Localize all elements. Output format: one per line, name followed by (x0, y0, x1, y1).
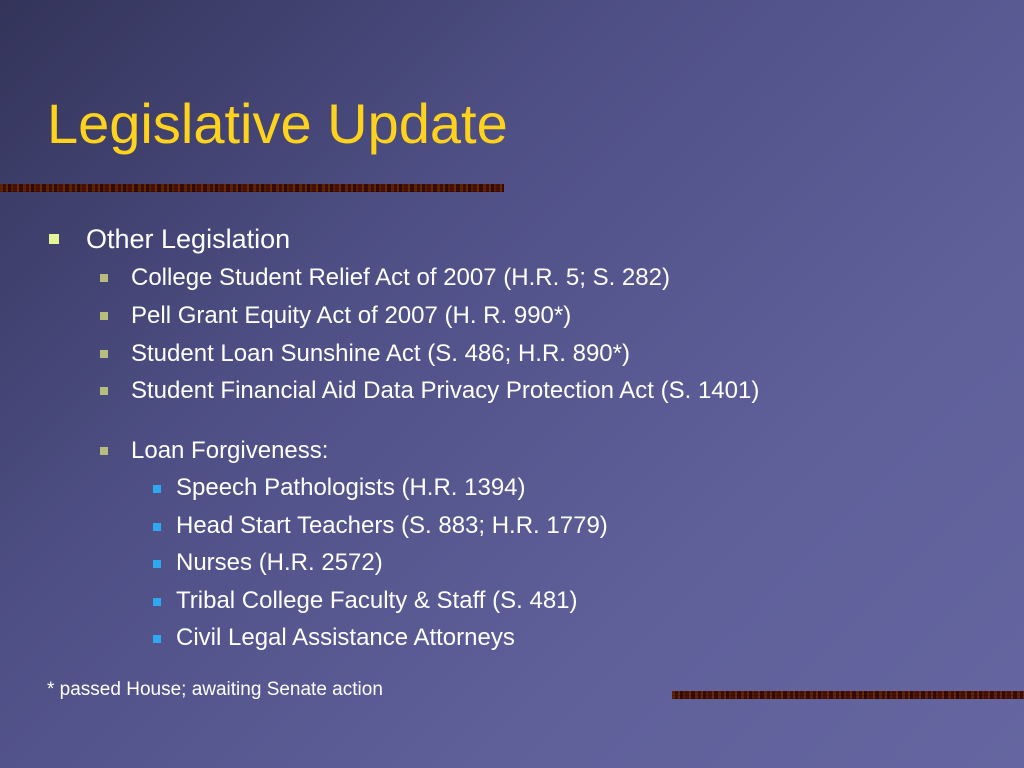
list-item (131, 340, 630, 368)
section-label: Other Legislation (86, 224, 291, 254)
square-bullet-icon (100, 387, 108, 395)
list-item (176, 587, 578, 615)
square-bullet-icon (49, 234, 59, 244)
forgiveness-item-label: Speech Pathologists (H.R. 1394) (176, 474, 526, 501)
list-item (131, 377, 759, 405)
section-item-other-legislation (86, 223, 290, 255)
footnote: * passed House; awaiting Senate action (47, 679, 383, 700)
square-bullet-icon (100, 312, 108, 320)
loan-forgiveness-label: Loan Forgiveness: (131, 437, 329, 464)
forgiveness-item-label: Head Start Teachers (S. 883; H.R. 1779) (176, 512, 608, 539)
footer-divider (672, 691, 1024, 699)
list-item (176, 512, 608, 540)
list-item (176, 474, 526, 502)
forgiveness-item-label: Tribal College Faculty & Staff (S. 481) (176, 587, 578, 614)
title-divider (0, 184, 504, 192)
list-item-loan-forgiveness (131, 437, 328, 465)
square-bullet-icon (100, 350, 108, 358)
square-bullet-icon (153, 485, 161, 493)
list-item (131, 264, 670, 292)
square-bullet-icon (153, 523, 161, 531)
square-bullet-icon (153, 560, 161, 568)
act-label: Student Loan Sunshine Act (S. 486; H.R. 890*) (131, 340, 630, 367)
act-label: Student Financial Aid Data Privacy Protection Act (S. 1401) (131, 377, 760, 404)
act-label: Pell Grant Equity Act of 2007 (H. R. 990*) (131, 302, 572, 329)
square-bullet-icon (153, 635, 161, 643)
slide-title: Legislative Update (47, 92, 508, 155)
forgiveness-item-label: Civil Legal Assistance Attorneys (176, 624, 515, 651)
list-item (176, 624, 515, 652)
list-item (176, 549, 383, 577)
forgiveness-item-label: Nurses (H.R. 2572) (176, 549, 383, 576)
square-bullet-icon (153, 598, 161, 606)
act-label: College Student Relief Act of 2007 (H.R. 5; S. 282) (131, 264, 670, 291)
square-bullet-icon (100, 274, 108, 282)
list-item (131, 302, 571, 330)
square-bullet-icon (100, 447, 108, 455)
